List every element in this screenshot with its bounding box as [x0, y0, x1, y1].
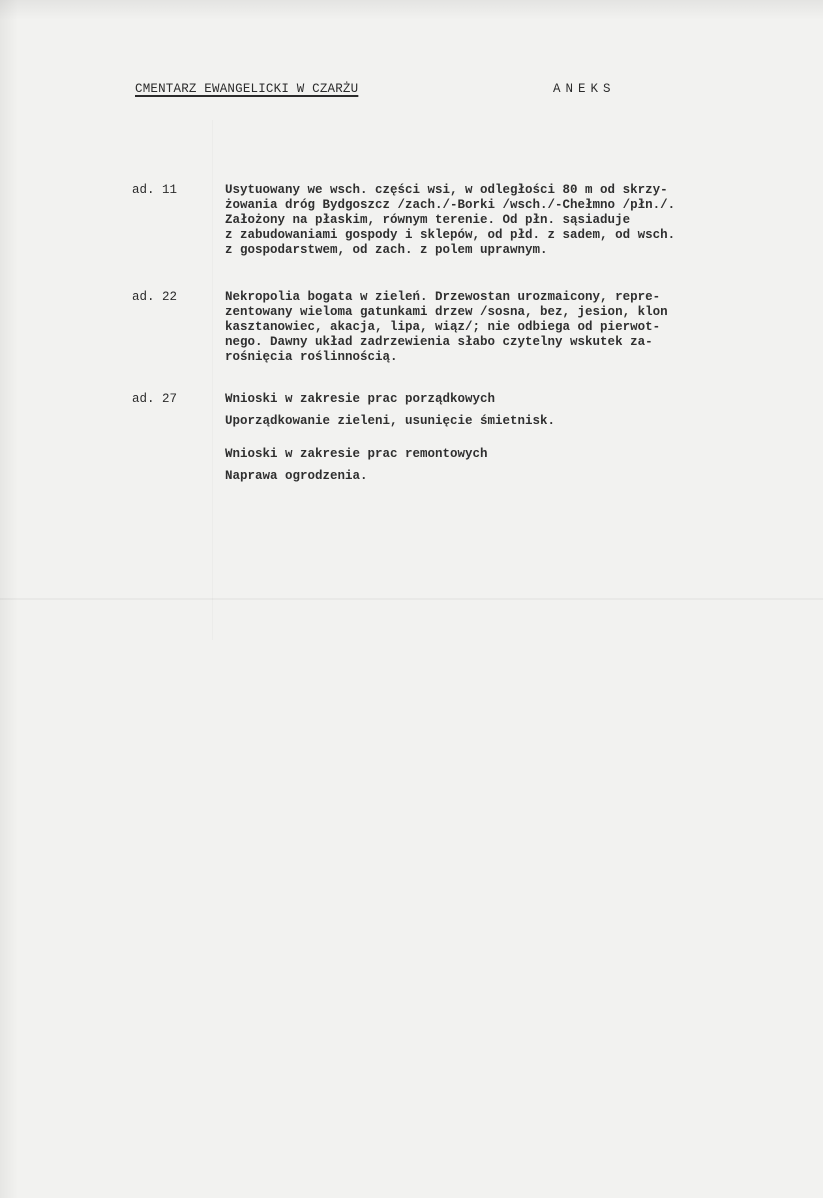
proposal-text: Naprawa ogrodzenia.: [225, 469, 368, 483]
proposal-group: [225, 388, 823, 432]
section-label: ad. 11: [132, 183, 178, 197]
text-line: Nekropolia bogata w zieleń. Drzewostan urozmaicony, repre-: [225, 290, 661, 304]
text-line: zentowany wieloma gatunkami drzew /sosna, bez, jesion, klon: [225, 305, 668, 319]
paper-crease: [212, 120, 213, 640]
annex-label: ANEKS: [553, 82, 616, 96]
text-line: z gospodarstwem, od zach. z polem uprawnym.: [225, 243, 548, 257]
paper-fold: [0, 598, 823, 600]
proposal-group: [225, 443, 823, 487]
text-line: Usytuowany we wsch. części wsi, w odległości 80 m od skrzy-: [225, 183, 668, 197]
section-label: ad. 27: [132, 392, 178, 406]
proposal-heading: Wnioski w zakresie prac porządkowych: [225, 392, 496, 406]
text-line: żowania dróg Bydgoszcz /zach./-Borki /wsch./-Chełmno /płn./.: [225, 198, 676, 212]
section-label: ad. 22: [132, 290, 178, 304]
text-line: Założony na płaskim, równym terenie. Od płn. sąsiaduje: [225, 213, 631, 227]
section-text: [225, 290, 823, 365]
text-line: nego. Dawny układ zadrzewienia słabo czytelny wskutek za-: [225, 335, 653, 349]
document-title: CMENTARZ EWANGELICKI W CZARŻU: [135, 82, 359, 96]
proposal-heading: Wnioski w zakresie prac remontowych: [225, 447, 488, 461]
text-line: kasztanowiec, akacja, lipa, wiąz/; nie odbiega od pierwot-: [225, 320, 661, 334]
proposal-text: Uporządkowanie zieleni, usunięcie śmietnisk.: [225, 414, 556, 428]
text-line: z zabudowaniami gospody i sklepów, od płd. z sadem, od wsch.: [225, 228, 676, 242]
text-line: rośnięcia roślinnością.: [225, 350, 398, 364]
section-text: [225, 388, 823, 498]
section-text: [225, 183, 823, 258]
